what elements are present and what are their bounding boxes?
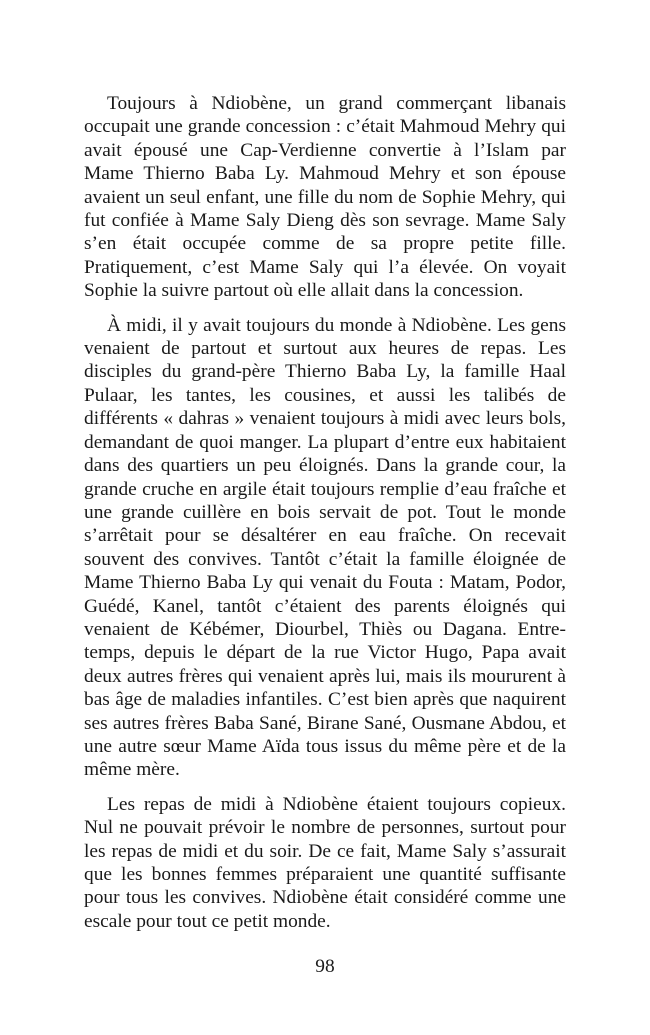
page-number: 98	[315, 956, 335, 977]
body-text	[84, 92, 566, 944]
paragraph-repas-copieux: Les repas de midi à Ndiobène étaient toujours copieux. Nul ne pouvait prévoir le nombre de personnes, surtout pour les repas de midi et du soir. De ce fait, Mame Saly s’assurait que les bonnes femmes préparaient une quantité suffisante pour tous les convives. Ndiobène était considéré comme une escale pour tout ce petit monde.	[84, 793, 566, 932]
paragraph-sophie-mehry: Toujours à Ndiobène, un grand commerçant libanais occupait une grande concession : c’était Mahmoud Mehry qui avait épousé une Cap-Verdienne convertie à l’Islam par Mame Thierno Baba Ly. Mahmoud Mehry et son épouse avaient un seul enfant, une fille du nom de Sophie Mehry, qui fut confiée à Mame Saly Dieng dès son sevrage. Mame Saly s’en était occupée comme de sa propre petite fille. Pratiquement, c’est Mame Saly qui l’a élevée. On voyait Sophie la suivre partout où elle allait dans la concession.	[84, 93, 566, 302]
paragraph-midi-ndiobene: À midi, il y avait toujours du monde à Ndiobène. Les gens venaient de partout et surtout aux heures de repas. Les disciples du grand-père Thierno Baba Ly, la famille Haal Pulaar, les tantes, les cousines, et aussi les talibés de différents « dahras » venaient toujours à midi avec leurs bols, demandant de quoi manger. La plupart d’entre eux habitaient dans des quartiers un peu éloignés. Dans la grande cour, la grande cruche en argile était toujours remplie d’eau fraîche et une grande cuillère en bois servait de pot. Tout le monde s’arrêtait pour se désaltérer en eau fraîche. On recevait souvent des convives. Tantôt c’était la famille éloignée de Mame Thierno Baba Ly qui venait du Fouta : Matam, Podor, Guédé, Kanel, tantôt c’étaient des parents éloignés qui venaient de Kébémer, Diourbel, Thiès ou Dagana. Entre-temps, depuis le départ de la rue Victor Hugo, Papa avait deux autres frères qui venaient après lui, mais ils moururent à bas âge de maladies infantiles. C’est bien après que naquirent ses autres frères Baba Sané, Birane Sané, Ousmane Abdou, et une autre sœur Mame Aïda tous issus du même père et de la même mère.	[84, 314, 566, 781]
